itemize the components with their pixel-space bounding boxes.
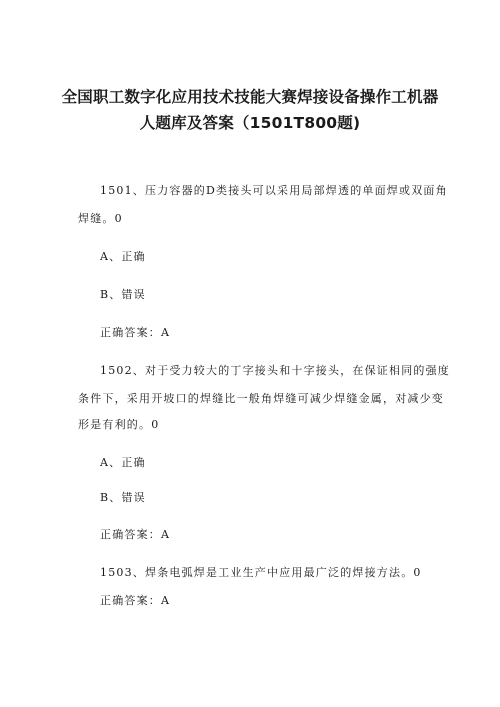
question-1502-text-cont-2: 形是有利的。0 bbox=[78, 418, 160, 431]
question-1501-answer: 正确答案：A bbox=[100, 326, 171, 339]
title-line-1: 全国职工数字化应用技术技能大赛焊接设备操作工机器 bbox=[61, 88, 439, 106]
question-1502-answer: 正确答案：A bbox=[100, 528, 171, 541]
question-1502-text-cont-1: 条件下，采用开坡口的焊缝比一般角焊缝可减少焊缝金属，对减少变 bbox=[78, 392, 444, 405]
question-1501-text-cont: 焊缝。0 bbox=[78, 212, 123, 225]
title-line-2: 人题库及答案（1501T800题) bbox=[139, 114, 361, 132]
question-1503-answer: 正确答案：A bbox=[100, 594, 171, 607]
question-1501-option-a: A、正确 bbox=[100, 250, 146, 263]
question-1501-option-b: B、错误 bbox=[100, 288, 146, 301]
question-1503-text: 1503、焊条电弧焊是工业生产中应用最广泛的焊接方法。0 bbox=[100, 566, 422, 579]
question-1502-option-a: A、正确 bbox=[100, 456, 146, 469]
question-1502-text: 1502、对于受力较大的丁字接头和十字接头，在保证相同的强度 bbox=[100, 364, 450, 377]
question-1502-option-b: B、错误 bbox=[100, 491, 146, 504]
question-1501-text: 1501、压力容器的D类接头可以采用局部焊透的单面焊或双面角 bbox=[100, 184, 448, 197]
page-title bbox=[60, 84, 440, 136]
